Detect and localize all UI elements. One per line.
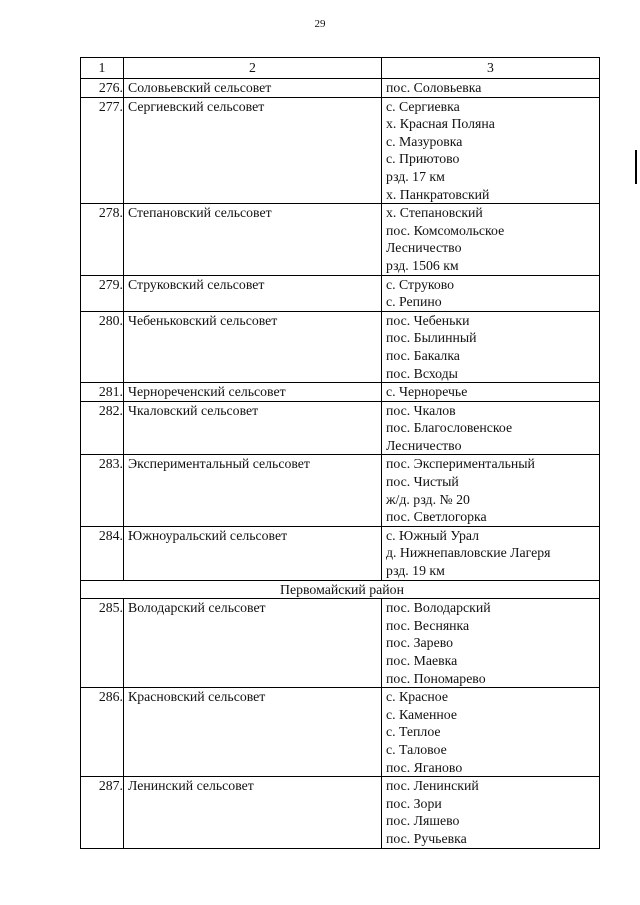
district-row: [81, 580, 600, 599]
settlement-name: с. Репино: [386, 294, 442, 310]
settlement-name: пос. Ляшево: [386, 813, 460, 829]
settlement-name: пос. Зарево: [386, 635, 454, 651]
settlement-list: [382, 97, 600, 204]
column-header-settlements: 3: [382, 58, 600, 79]
table-row: [81, 311, 600, 382]
column-header-number: 1: [81, 58, 124, 79]
settlement-name: с. Теплое: [386, 724, 441, 740]
row-number: 277.: [81, 97, 124, 204]
row-number: 280.: [81, 311, 124, 382]
council-name: Струковский сельсовет: [124, 275, 382, 311]
settlement-name: пос. Соловьевка: [386, 80, 482, 95]
row-number: 279.: [81, 275, 124, 311]
settlement-name: пос. Бакалка: [386, 347, 460, 363]
council-name: Володарский сельсовет: [124, 599, 382, 688]
settlement-list: [382, 311, 600, 382]
settlement-name: пос. Благословенское: [386, 420, 513, 436]
settlement-name: х. Красная Поляна: [386, 116, 495, 132]
row-number: 286.: [81, 688, 124, 777]
settlement-list: [382, 383, 600, 402]
table-row: [81, 275, 600, 311]
council-name: Южноуральский сельсовет: [124, 526, 382, 580]
settlement-name: рзд. 17 км: [386, 168, 445, 184]
table-row: [81, 79, 600, 98]
settlement-name: с. Сергиевка: [386, 98, 460, 114]
row-number: 284.: [81, 526, 124, 580]
settlement-list: [382, 401, 600, 455]
settlement-name: с. Черноречье: [386, 384, 468, 400]
settlement-name: пос. Яганово: [386, 759, 463, 775]
council-name: Чернореченский сельсовет: [124, 383, 382, 402]
settlement-list: [382, 777, 600, 848]
settlement-name: с. Красное: [386, 689, 448, 705]
settlement-name: х. Панкратовский: [386, 186, 490, 202]
row-number: 285.: [81, 599, 124, 688]
page-number: 29: [314, 18, 326, 30]
council-name: Соловьевский сельсовет: [124, 79, 382, 98]
table-row: [81, 383, 600, 402]
settlement-name: с. Струково: [386, 276, 455, 292]
settlement-name: рзд. 1506 км: [386, 257, 459, 273]
settlement-name: пос. Чистый: [386, 474, 459, 490]
district-name: Первомайский район: [81, 580, 600, 599]
settlement-name: с. Приютово: [386, 151, 460, 167]
settlement-name: пос. Володарский: [386, 600, 491, 616]
table-row: [81, 401, 600, 455]
table-row: [81, 777, 600, 848]
settlement-name: рзд. 19 км: [386, 563, 445, 579]
settlement-name: с. Таловое: [386, 741, 447, 757]
table-header-row: [81, 58, 600, 79]
settlement-name: пос. Чкалов: [386, 402, 456, 418]
settlement-name: х. Степановский: [386, 205, 483, 221]
table-row: [81, 526, 600, 580]
table-row: [81, 688, 600, 777]
settlement-table-body: [81, 58, 600, 849]
table-row: [81, 599, 600, 688]
settlement-name: пос. Пономарево: [386, 670, 486, 686]
table-row: [81, 455, 600, 526]
settlement-name: пос. Экспериментальный: [386, 456, 535, 472]
settlement-list: [382, 275, 600, 311]
settlement-list: [382, 599, 600, 688]
settlement-list: [382, 455, 600, 526]
settlement-name: пос. Чебеньки: [386, 312, 470, 328]
settlement-name: с. Мазуровка: [386, 133, 463, 149]
table-row: [81, 204, 600, 275]
row-number: 283.: [81, 455, 124, 526]
settlement-list: [382, 688, 600, 777]
settlement-name: пос. Ленинский: [386, 778, 479, 794]
council-name: Степановский сельсовет: [124, 204, 382, 275]
settlement-name: пос. Всходы: [386, 365, 458, 381]
row-number: 278.: [81, 204, 124, 275]
settlement-name: д. Нижнепавловские Лагеря: [386, 545, 551, 561]
settlement-name: Лесничество: [386, 437, 462, 453]
row-number: 281.: [81, 383, 124, 402]
settlement-table: [80, 57, 600, 849]
row-number: 287.: [81, 777, 124, 848]
settlement-name: Лесничество: [386, 240, 462, 256]
council-name: Экспериментальный сельсовет: [124, 455, 382, 526]
council-name: Красновский сельсовет: [124, 688, 382, 777]
row-number: 276.: [81, 79, 124, 98]
settlement-name: пос. Зори: [386, 795, 442, 811]
page-edge-mark: [635, 150, 637, 184]
settlement-name: пос. Ручьевка: [386, 830, 467, 846]
settlement-list: [382, 204, 600, 275]
column-header-council: 2: [124, 58, 382, 79]
settlement-name: пос. Былинный: [386, 330, 477, 346]
settlement-name: пос. Веснянка: [386, 617, 470, 633]
settlement-name: с. Южный Урал: [386, 527, 479, 543]
settlement-name: пос. Маевка: [386, 653, 458, 668]
settlement-name: ж/д. рзд. № 20: [386, 491, 470, 507]
settlement-list: [382, 526, 600, 580]
settlement-name: пос. Светлогорка: [386, 509, 487, 525]
settlement-name: пос. Комсомольское: [386, 222, 505, 238]
settlement-name: с. Каменное: [386, 706, 457, 722]
table-row: [81, 97, 600, 204]
council-name: Ленинский сельсовет: [124, 777, 382, 848]
council-name: Чкаловский сельсовет: [124, 401, 382, 455]
row-number: 282.: [81, 401, 124, 455]
council-name: Сергиевский сельсовет: [124, 97, 382, 204]
council-name: Чебеньковский сельсовет: [124, 311, 382, 382]
settlement-list: [382, 79, 600, 98]
